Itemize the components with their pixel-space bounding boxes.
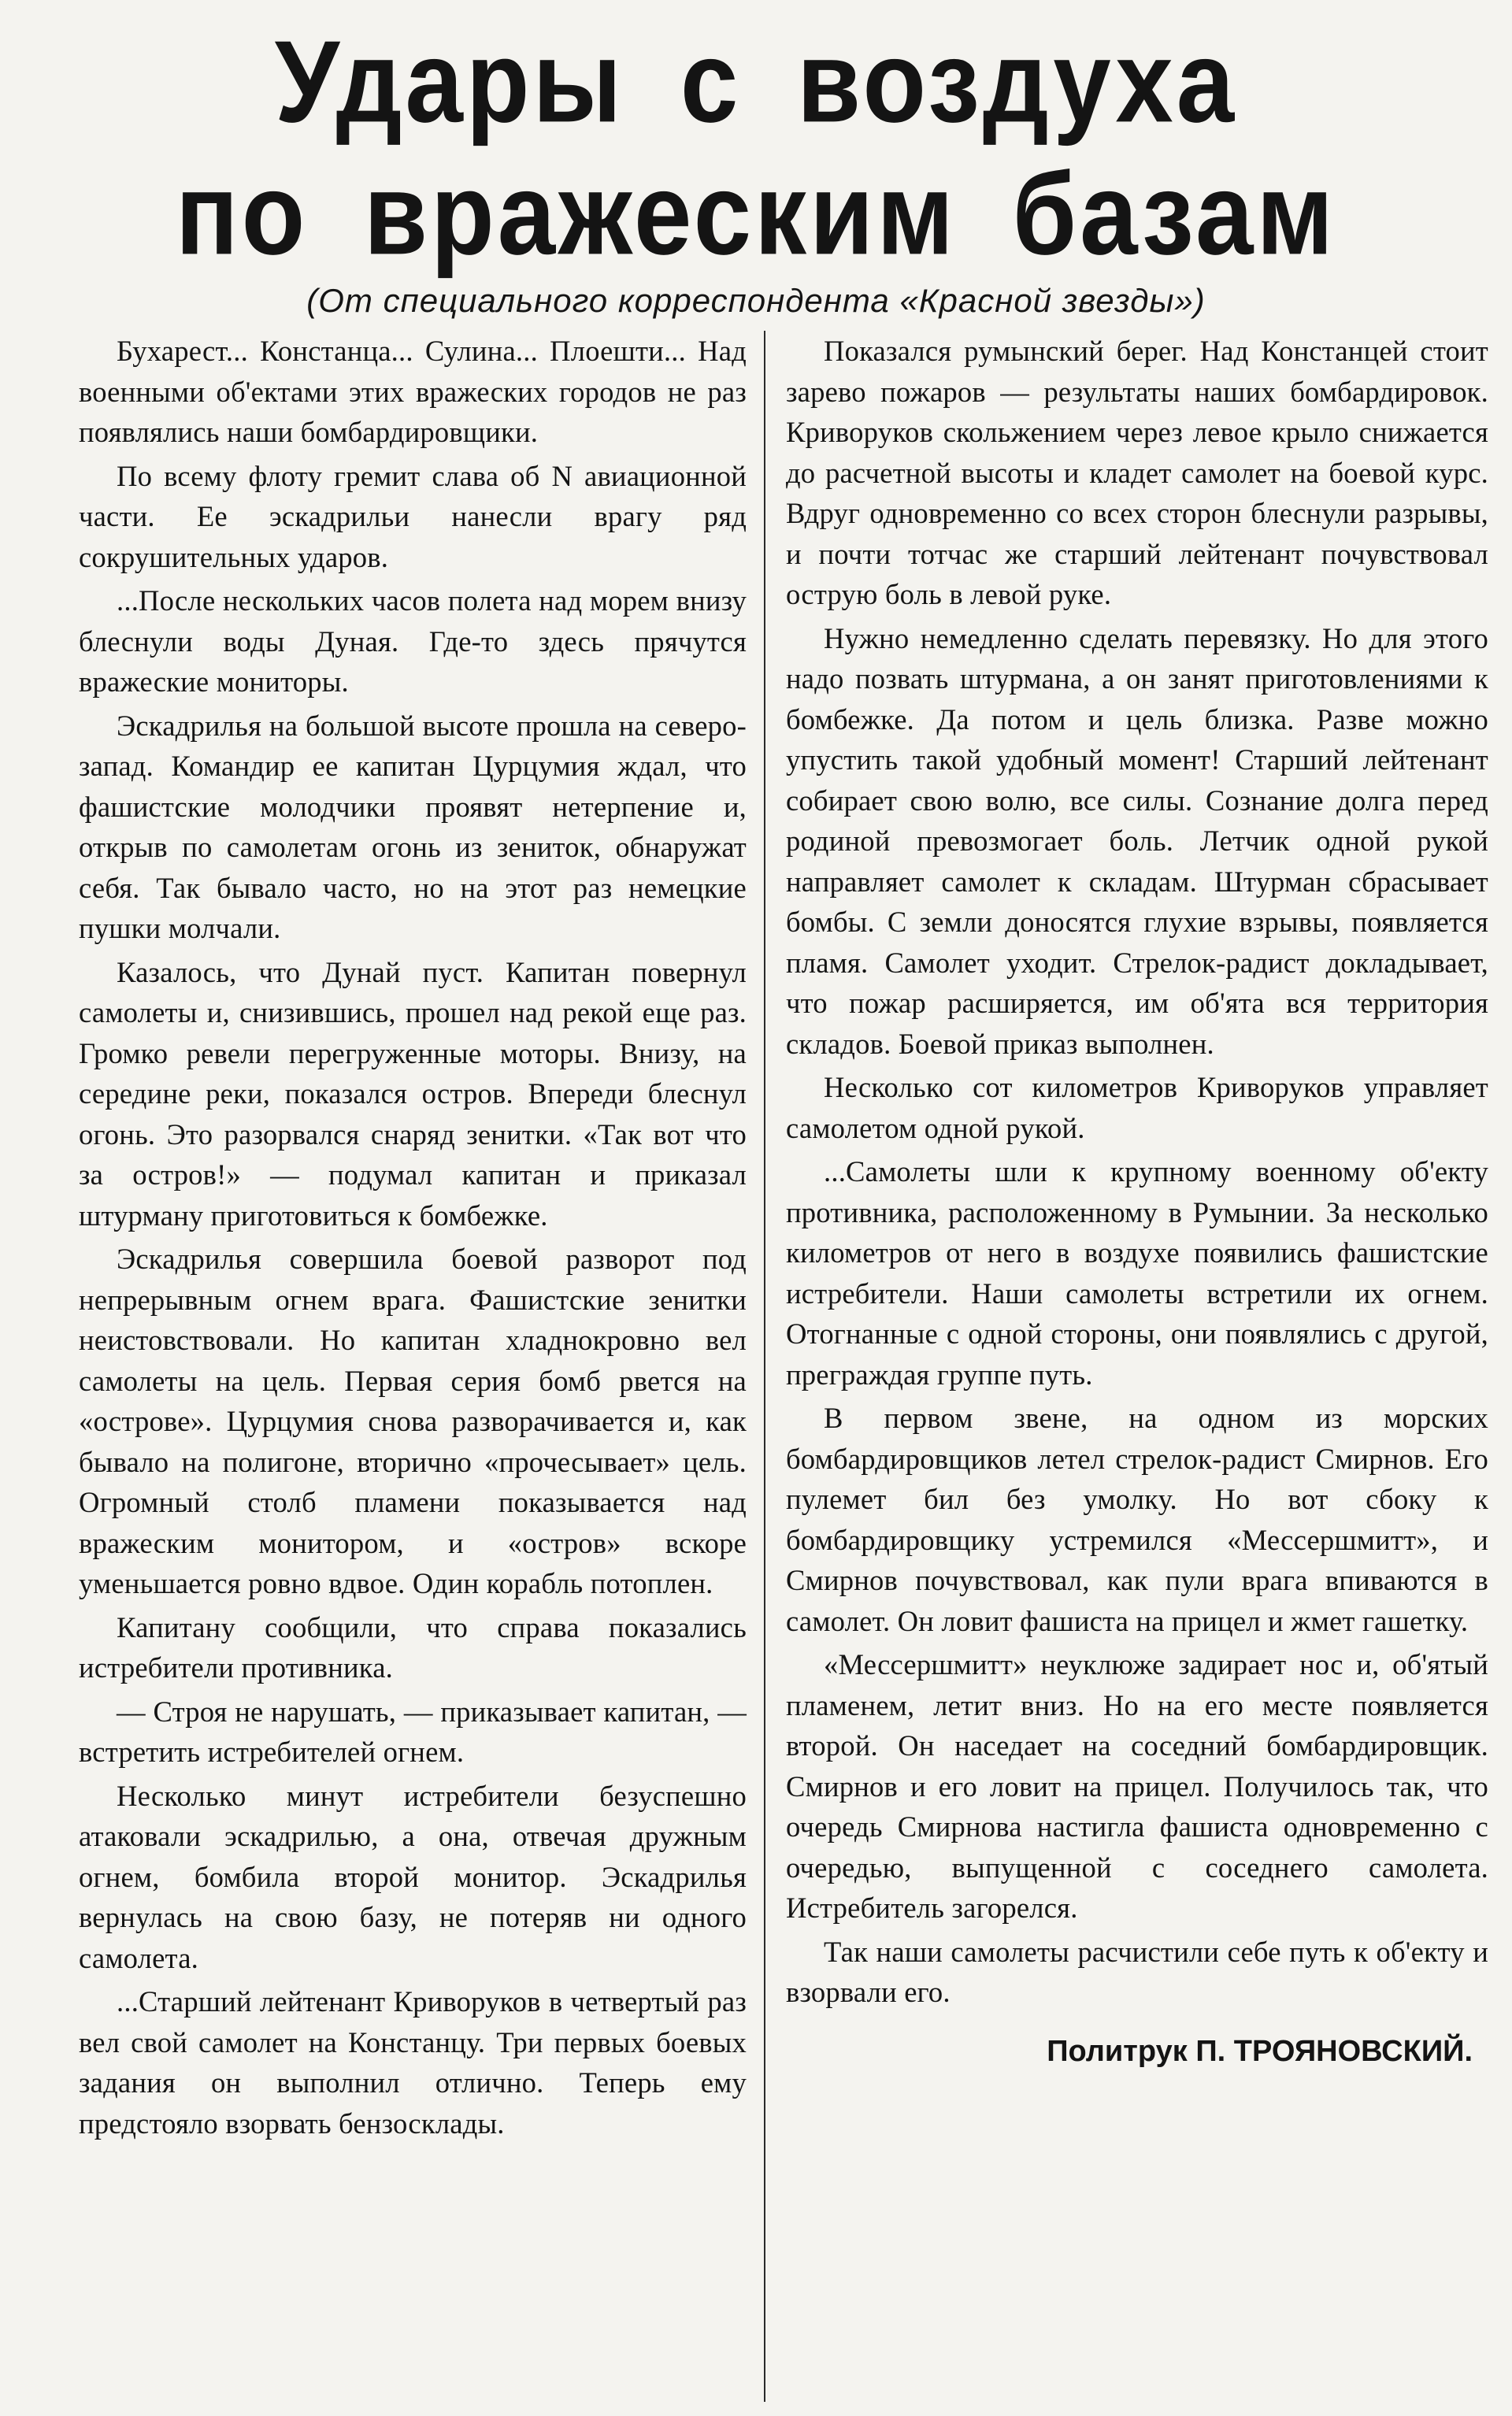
byline-subtitle: (От специального корреспондента «Красной звезды») bbox=[306, 282, 1206, 319]
paragraph: — Строя не нарушать, — приказывает капитан, — встретить истребителей огнем. bbox=[79, 1695, 747, 1768]
paragraph: По всему флоту гремит слава об N авиационной части. Ее эскадрильи нанесли врагу ряд сокрушительных ударов. bbox=[79, 459, 747, 573]
left-column bbox=[79, 331, 764, 2402]
right-column bbox=[764, 331, 1488, 2402]
paragraph: Показался румынский берег. Над Констанцей стоит зарево пожаров — результаты наших бомбардировок. Криворуков скольжением через левое крыло снижается до расчетной высоты и кладет самолет на боевой курс. Вдруг одновременно со всех сторон блеснули разрывы, и почти тотчас же старший лейтенант почувствовал острую боль в левой руке. bbox=[786, 335, 1488, 610]
paragraph: Бухарест... Констанца... Сулина... Плоешти... Над военными об'ектами этих вражеских городов не раз появлялись наши бомбардировщики. bbox=[79, 335, 747, 448]
paragraph: ...Старший лейтенант Криворуков в четвертый раз вел свой самолет на Констанцу. Три первых боевых задания он выполнил отлично. Теперь ему предстояло взорвать бензосклады. bbox=[79, 1985, 747, 2140]
article-columns bbox=[79, 331, 1488, 2402]
paragraph: Несколько сот километров Криворуков управляет самолетом одной рукой. bbox=[786, 1071, 1488, 1144]
headline bbox=[19, 16, 1493, 280]
paragraph: Так наши самолеты расчистили себе путь к об'екту и взорвали его. bbox=[786, 1935, 1488, 2008]
paragraph: Эскадрилья совершила боевой разворот под непрерывным огнем врага. Фашистские зенитки неистовствовали. Но капитан хладнокровно вел самолеты на цель. Первая серия бомб рвется на «острове». Цурцумия снова разворачивается и, как бывало на полигоне, вторично «прочесывает» цель. Огромный столб пламени показывается над вражеским монитором, и «остров» вскоре уменьшается ровно вдвое. Один корабль потоплен. bbox=[79, 1243, 747, 1599]
paragraph: ...После нескольких часов полета над морем внизу блеснули воды Дуная. Где-то здесь прячутся вражеские мониторы. bbox=[79, 584, 747, 698]
paragraph: ...Самолеты шли к крупному военному об'екту противника, расположенному в Румынии. За несколько километров от него в воздухе появились фашистские истребители. Наши самолеты встретили их огнем. Отогнанные с одной стороны, они появлялись с другой, преграждая группе путь. bbox=[786, 1155, 1488, 1391]
paragraph: В первом звене, на одном из морских бомбардировщиков летел стрелок-радист Смирнов. Его пулемет бил без умолку. Но вот сбоку к бомбардировщику устремился «Мессершмитт», и Смирнов почувствовал, как пули врага впиваются в самолет. Он ловит фашиста на прицел и жмет гашетку. bbox=[786, 1402, 1488, 1637]
headline-line-1: Удары с воздуха bbox=[274, 17, 1238, 146]
paragraph: Эскадрилья на большой высоте прошла на северо-запад. Командир ее капитан Цурцумия ждал, что фашистские молодчики проявят нетерпение и, открыв по самолетам огонь из зениток, обнаружат себя. Так бывало часто, но на этот раз немецкие пушки молчали. bbox=[79, 709, 747, 944]
headline-line-2: по вражеским базам bbox=[175, 149, 1337, 279]
paragraph: Несколько минут истребители безуспешно атаковали эскадрилью, а она, отвечая дружным огнем, бомбила второй монитор. Эскадрилья вернулась на свою базу, не потеряв ни одного самолета. bbox=[79, 1779, 747, 1974]
author-signature: Политрук П. ТРОЯНОВСКИЙ. bbox=[1047, 2034, 1473, 2068]
paragraph: «Мессершмитт» неуклюже задирает нос и, об'ятый пламенем, летит вниз. Но на его месте появляется второй. Он наседает на соседний бомбардировщик. Смирнов и его ловит на прицел. Получилось так, что очередь Смирнова настигла фашиста одновременно с очередью, выпущенной с соседнего самолета. Истребитель загорелся. bbox=[786, 1648, 1488, 1924]
paragraph: Казалось, что Дунай пуст. Капитан повернул самолеты и, снизившись, прошел над рекой еще раз. Громко ревели перегруженные моторы. Внизу, на середине реки, показался остров. Впереди блеснул огонь. Это разорвался снаряд зенитки. «Так вот что за остров!» — подумал капитан и приказал штурману приготовиться к бомбежке. bbox=[79, 955, 747, 1232]
paragraph: Нужно немедленно сделать перевязку. Но для этого надо позвать штурмана, а он занят приготовлениями к бомбежке. Да потом и цель близка. Разве можно упустить такой удобный момент! Старший лейтенант собирает свою волю, все силы. Сознание долга перед родиной превозмогает боль. Летчик одной рукой направляет самолет к складам. Штурман сбрасывает бомбы. С земли доносятся глухие взрывы, появляется пламя. Самолет уходит. Стрелок-радист докладывает, что пожар расширяется, им об'ята вся территория складов. Боевой приказ выполнен. bbox=[786, 621, 1488, 1060]
paragraph: Капитану сообщили, что справа показались истребители противника. bbox=[79, 1610, 747, 1684]
